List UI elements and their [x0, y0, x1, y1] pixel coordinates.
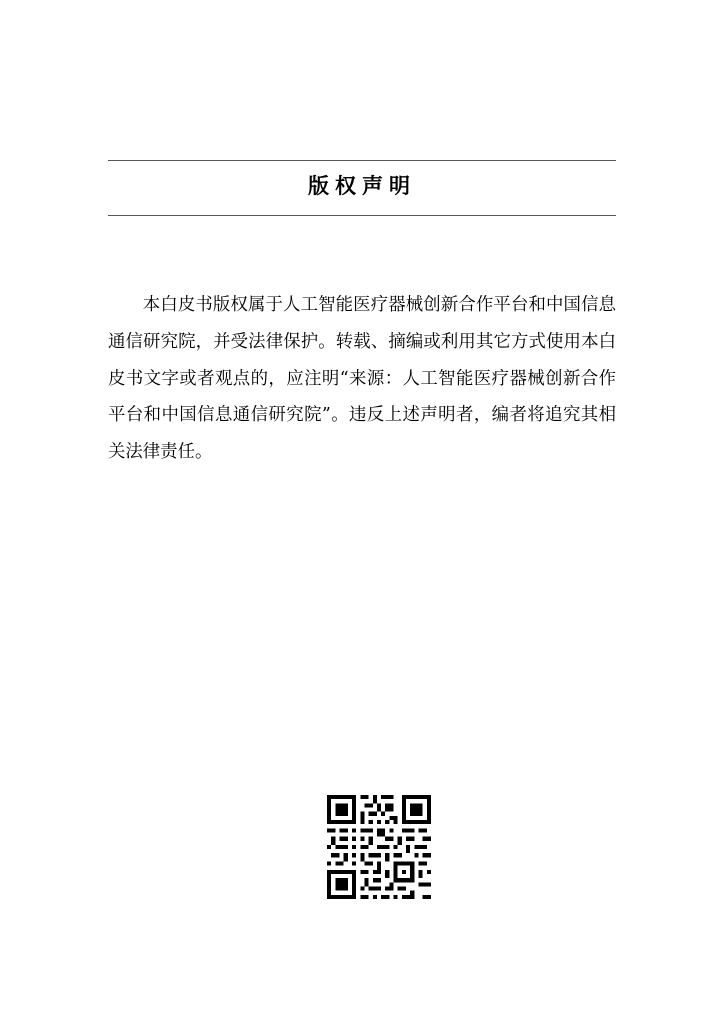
- top-divider: [108, 160, 616, 161]
- bottom-divider: [108, 215, 616, 216]
- copyright-statement: 本白皮书版权属于人工智能医疗器械创新合作平台和中国信息通信研究院，并受法律保护。转载、摘编或利用其它方式使用本白皮书文字或者观点的，应注明“来源：人工智能医疗器械创新合作平台和中国信息通信研究院”。违反上述声明者，编者将追究其相关法律责任。: [108, 295, 616, 463]
- qr-code-icon: [327, 795, 431, 899]
- page-title: 版权声明: [308, 173, 416, 198]
